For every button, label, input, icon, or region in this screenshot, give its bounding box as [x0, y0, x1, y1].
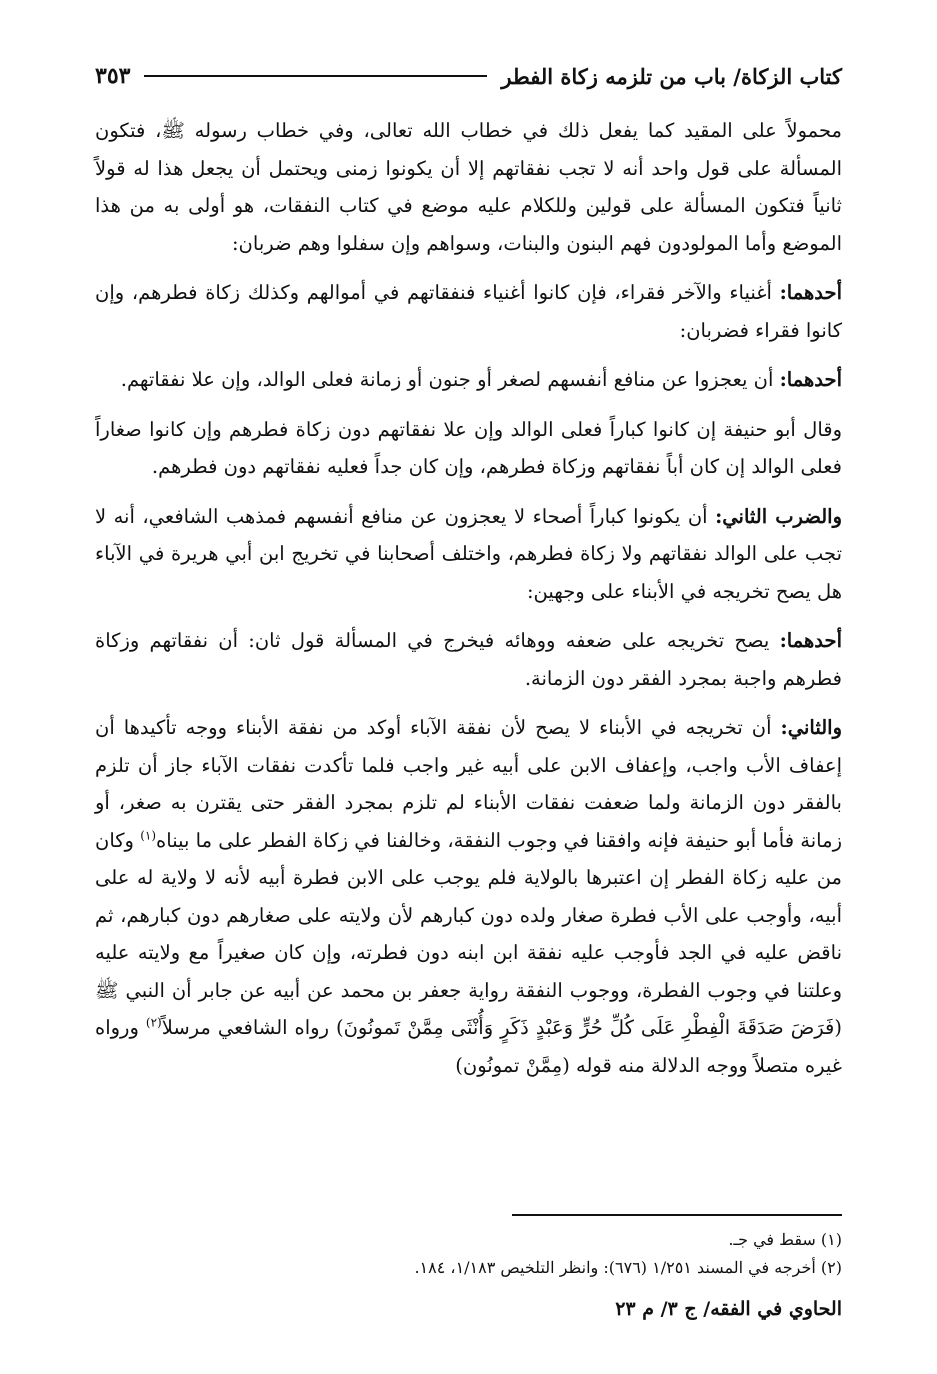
footnote-1: (١) سقط في جـ.	[728, 1230, 842, 1249]
paragraph-6	[95, 622, 842, 697]
paragraph-lead: أحدهما:	[779, 629, 842, 652]
paragraph-text: وقال أبو حنيفة إن كانوا كباراً فعلى الوالد وإن علا نفقاتهم دون زكاة فطرهم وإن كانوا صغاراً فعلى الوالد إن كان أباً نفقاتهم وزكاة فطرهم، وإن كان جداً فعليه نفقاتهم دون فطرهم.	[95, 417, 842, 478]
header-title: كتاب الزكاة/ باب من تلزمه زكاة الفطر	[501, 63, 842, 89]
paragraph-1	[95, 112, 842, 262]
paragraph-7	[95, 709, 842, 1084]
paragraph-text: أن يكونوا كباراً أصحاء لا يعجزون عن منافع أنفسهم فمذهب الشافعي، أنه لا تجب على الوالد نفقاتهم ولا زكاة فطرهم، واختلف أصحابنا في تخريج ابن أبي هريرة في الآباء هل يصح تخريجه في الأبناء على وجهين:	[95, 504, 842, 603]
paragraph-lead: أحدهما:	[779, 281, 842, 304]
paragraph-text-continued: وكان من عليه زكاة الفطر إن اعتبرها بالولاية فلم يوجب على الابن فطرة أبيه لأنه لا ولاية له على أبيه، وأوجب على الأب فطرة صغار ولده دون كبارهم لأن ولايته على صغارهم دون كبارهم، ثم ناقض عليه في الجد فأوجب عليه نفقة ابن ابنه دون فطرته، وإن كان صغيراً مع ولايته عليه وعلتنا في وجوب الفطرة، ووجوب النفقة رواية جعفر بن محمد عن أبيه عن جابر أن النبي ﷺ	[95, 828, 842, 1002]
footnotes	[95, 1226, 842, 1282]
page-number: ٣٥٣	[95, 63, 131, 89]
header-rule	[144, 75, 487, 77]
paragraph-text-continued: ورواه غيره متصلاً ووجه الدلالة منه قوله (مِمَّنْ تمونُون)	[95, 1016, 842, 1077]
paragraph-5	[95, 498, 842, 611]
footnote-marker-1[interactable]: (١)	[140, 828, 157, 842]
paragraph-lead: أحدهما:	[779, 368, 842, 391]
footnote-marker-2[interactable]: (٢)	[145, 1015, 162, 1030]
paragraph-lead: والضرب الثاني:	[715, 504, 843, 528]
paragraph-text: محمولاً على المقيد كما يفعل ذلك في خطاب الله تعالى، وفي خطاب رسوله ﷺ، فتكون المسألة على قول واحد أنه لا تجب نفقاتهم إلا أن يكونوا زمنى ويحتمل أن يجعل هذا له قولاً ثانياً فتكون المسألة على قولين وللكلام عليه موضع في كتاب النفقات، هو أولى به من هذا الموضع وأما المولودون فهم البنون والبنات، وسواهم وإن سفلوا وهم ضربان:	[95, 119, 842, 255]
hadith-quote: (فَرَضَ صَدَقَةَ الْفِطْرِ عَلَى كُلِّ حُرٍّ وَعَبْدٍ ذَكَرٍ وَأُنْثَى مِمَّنْ تَمونُونَ)	[336, 1016, 842, 1039]
paragraph-text-continued: رواه الشافعي مرسلاً	[161, 1016, 336, 1039]
main-text	[95, 112, 842, 1096]
running-header	[95, 58, 842, 94]
paragraph-text: أن تخريجه في الأبناء لا يصح لأن نفقة الآباء أوكد من نفقة الأبناء ووجه تأكيدها أن إعفاف الأب واجب، وإعفاف الابن على أبيه غير واجب فلما تأكدت نفقات الآباء جاز أن تلزم بالفقر دون الزمانة ولما ضعفت نفقات الأبناء لم تلزم بمجرد الفقر حتى يقترن به صغر، أو زمانة فأما أبو حنيفة فإنه وافقنا في وجوب النفقة، وخالفنا في زكاة الفطر على ما بيناه	[95, 716, 842, 852]
footnote-separator	[512, 1214, 842, 1216]
paragraph-3	[95, 361, 842, 399]
paragraph-text: أغنياء والآخر فقراء، فإن كانوا أغنياء فنفقاتهم في أموالهم وكذلك زكاة فطرهم، وإن كانوا فقراء فضربان:	[95, 281, 842, 342]
paragraph-4	[95, 411, 842, 486]
footnote-2: (٢) أخرجه في المسند ١/٢٥١ (٦٧٦): وانظر التلخيص ١/١٨٣، ١٨٤.	[414, 1258, 842, 1277]
paragraph-text: يصح تخريجه على ضعفه ووهائه فيخرج في المسألة قول ثان: أن نفقاتهم وزكاة فطرهم واجبة بمجرد الفقر دون الزمانة.	[95, 629, 842, 690]
paragraph-text: أن يعجزوا عن منافع أنفسهم لصغر أو جنون أو زمانة فعلى الوالد، وإن علا نفقاتهم.	[120, 368, 780, 391]
page-footer: الحاوي في الفقه/ ج ٣/ م ٢٣	[615, 1298, 842, 1320]
paragraph-2	[95, 274, 842, 349]
paragraph-lead: والثاني:	[780, 716, 842, 739]
